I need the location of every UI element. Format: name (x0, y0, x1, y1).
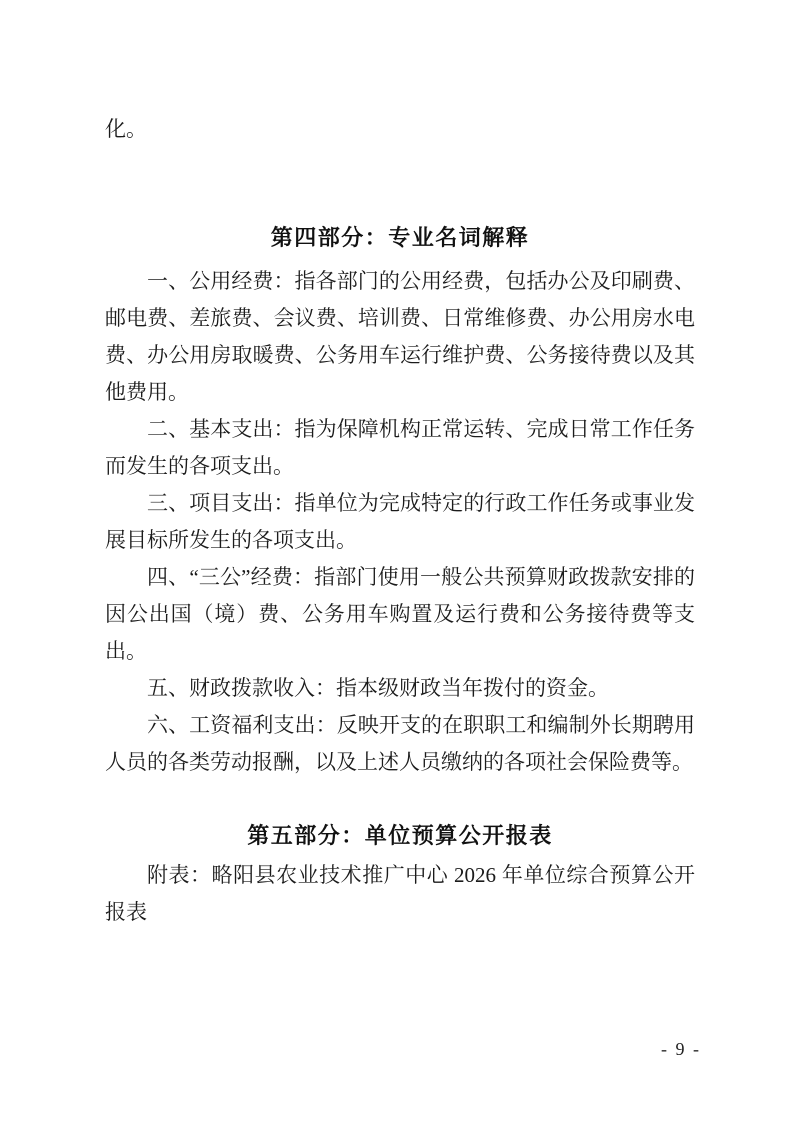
term-paragraph-wage-welfare-expenditure: 六、工资福利支出：反映开支的在职职工和编制外长期聘用人员的各类劳动报酬，以及上述人员缴纳的各项社会保险费等。 (105, 713, 695, 774)
term-paragraph-basic-expenditure: 二、基本支出：指为保障机构正常运转、完成日常工作任务而发生的各项支出。 (105, 417, 695, 478)
attachment-note: 附表：略阳县农业技术推广中心 2026 年单位综合预算公开报表 (105, 863, 695, 924)
paragraph-continuation: 化。 (105, 117, 147, 141)
section5-heading: 第五部分：单位预算公开报表 (247, 823, 553, 848)
term-paragraph-project-expenditure: 三、项目支出：指单位为完成特定的行政工作任务或事业发展目标所发生的各项支出。 (105, 491, 695, 552)
term-paragraph-three-public-funds: 四、“三公”经费：指部门使用一般公共预算财政拨款安排的因公出国（境）费、公务用车购置及运行费和公务接待费等支出。 (105, 565, 695, 663)
term-paragraph-fiscal-appropriation-income: 五、财政拨款收入：指本级财政当年拨付的资金。 (147, 676, 609, 700)
section4-paragraphs (105, 263, 695, 781)
attachment-block (105, 857, 695, 931)
page-number: - 9 - (661, 1039, 701, 1059)
section4-heading: 第四部分：专业名词解释 (270, 225, 530, 250)
term-paragraph-public-funds: 一、公用经费：指各部门的公用经费，包括办公及印刷费、邮电费、差旅费、会议费、培训费、日常维修费、办公用房水电费、办公用房取暖费、公务用车运行维护费、公务接待费以及其他费用。 (105, 269, 695, 404)
